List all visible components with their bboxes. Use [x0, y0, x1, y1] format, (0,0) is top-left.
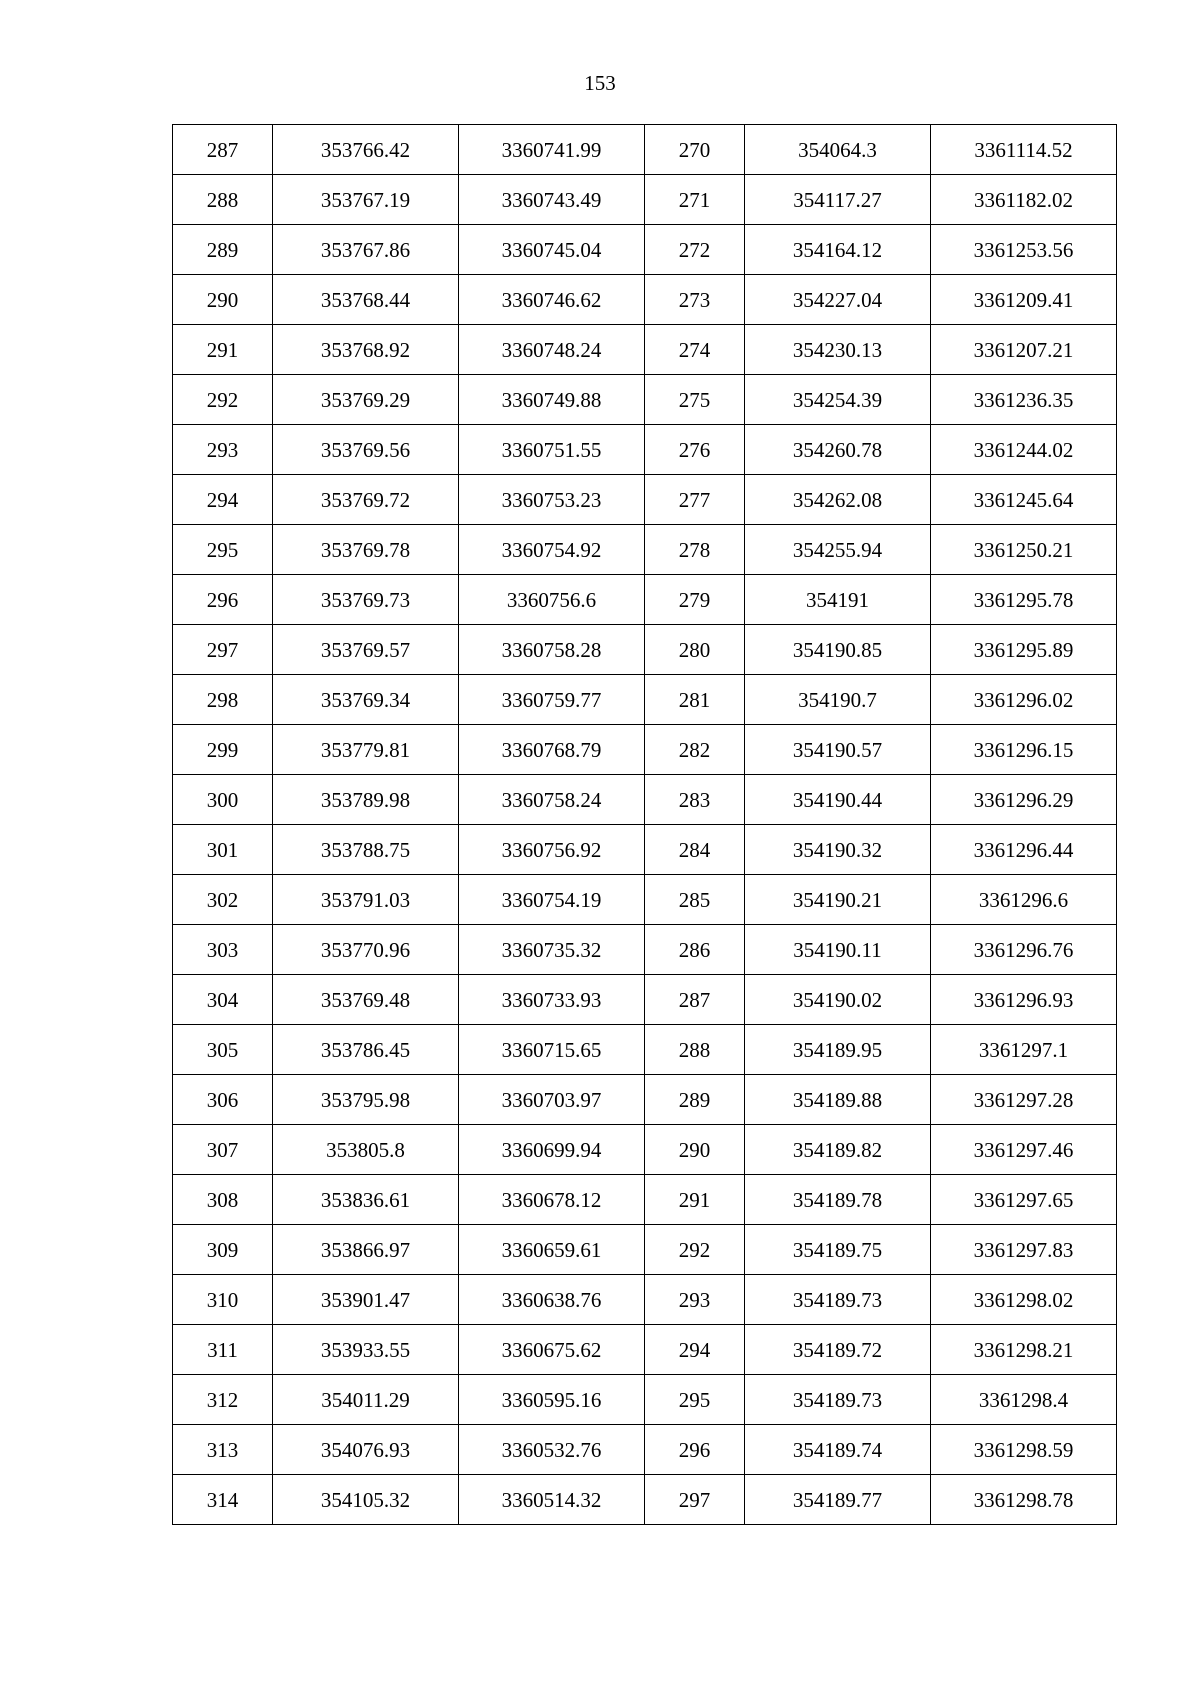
y-coord-left: 3360741.99 — [459, 125, 645, 175]
y-coord-left: 3360754.92 — [459, 525, 645, 575]
table-row — [173, 775, 1117, 825]
x-coord-right: 354189.73 — [745, 1275, 931, 1325]
x-coord-left: 353805.8 — [273, 1125, 459, 1175]
x-coord-right: 354191 — [745, 575, 931, 625]
y-coord-right: 3361207.21 — [931, 325, 1117, 375]
x-coord-right: 354227.04 — [745, 275, 931, 325]
table-row — [173, 1325, 1117, 1375]
y-coord-left: 3360743.49 — [459, 175, 645, 225]
y-coord-right: 3361297.46 — [931, 1125, 1117, 1175]
x-coord-right: 354189.72 — [745, 1325, 931, 1375]
y-coord-left: 3360748.24 — [459, 325, 645, 375]
page-number: 153 — [584, 71, 616, 95]
x-coord-right: 354189.88 — [745, 1075, 931, 1125]
y-coord-right: 3361244.02 — [931, 425, 1117, 475]
y-coord-left: 3360753.23 — [459, 475, 645, 525]
y-coord-right: 3361250.21 — [931, 525, 1117, 575]
x-coord-left: 353786.45 — [273, 1025, 459, 1075]
point-id-left: 302 — [173, 875, 273, 925]
table-row — [173, 1375, 1117, 1425]
x-coord-left: 353769.29 — [273, 375, 459, 425]
point-id-left: 299 — [173, 725, 273, 775]
table-row — [173, 275, 1117, 325]
y-coord-right: 3361296.93 — [931, 975, 1117, 1025]
y-coord-left: 3360699.94 — [459, 1125, 645, 1175]
x-coord-left: 354011.29 — [273, 1375, 459, 1425]
point-id-right: 295 — [645, 1375, 745, 1425]
y-coord-left: 3360675.62 — [459, 1325, 645, 1375]
y-coord-right: 3361182.02 — [931, 175, 1117, 225]
table-row — [173, 1225, 1117, 1275]
y-coord-right: 3361295.78 — [931, 575, 1117, 625]
point-id-left: 292 — [173, 375, 273, 425]
table-row — [173, 875, 1117, 925]
y-coord-left: 3360758.28 — [459, 625, 645, 675]
x-coord-right: 354189.75 — [745, 1225, 931, 1275]
y-coord-left: 3360733.93 — [459, 975, 645, 1025]
point-id-right: 280 — [645, 625, 745, 675]
x-coord-left: 353769.57 — [273, 625, 459, 675]
x-coord-right: 354254.39 — [745, 375, 931, 425]
point-id-right: 271 — [645, 175, 745, 225]
table-body — [173, 125, 1117, 1525]
y-coord-right: 3361298.59 — [931, 1425, 1117, 1475]
point-id-left: 298 — [173, 675, 273, 725]
y-coord-left: 3360768.79 — [459, 725, 645, 775]
x-coord-left: 353770.96 — [273, 925, 459, 975]
table-row — [173, 575, 1117, 625]
point-id-right: 273 — [645, 275, 745, 325]
y-coord-left: 3360659.61 — [459, 1225, 645, 1275]
point-id-right: 297 — [645, 1475, 745, 1525]
table-row — [173, 375, 1117, 425]
x-coord-left: 353769.73 — [273, 575, 459, 625]
y-coord-left: 3360703.97 — [459, 1075, 645, 1125]
point-id-right: 278 — [645, 525, 745, 575]
x-coord-right: 354255.94 — [745, 525, 931, 575]
point-id-left: 312 — [173, 1375, 273, 1425]
point-id-left: 293 — [173, 425, 273, 475]
x-coord-left: 353901.47 — [273, 1275, 459, 1325]
table-row — [173, 1075, 1117, 1125]
y-coord-left: 3360759.77 — [459, 675, 645, 725]
x-coord-right: 354230.13 — [745, 325, 931, 375]
x-coord-right: 354190.02 — [745, 975, 931, 1025]
y-coord-right: 3361245.64 — [931, 475, 1117, 525]
point-id-left: 288 — [173, 175, 273, 225]
point-id-left: 287 — [173, 125, 273, 175]
point-id-right: 272 — [645, 225, 745, 275]
y-coord-left: 3360735.32 — [459, 925, 645, 975]
table-row — [173, 625, 1117, 675]
x-coord-right: 354117.27 — [745, 175, 931, 225]
x-coord-right: 354189.78 — [745, 1175, 931, 1225]
x-coord-left: 353767.86 — [273, 225, 459, 275]
point-id-left: 301 — [173, 825, 273, 875]
point-id-right: 275 — [645, 375, 745, 425]
x-coord-right: 354189.95 — [745, 1025, 931, 1075]
x-coord-right: 354190.21 — [745, 875, 931, 925]
y-coord-left: 3360751.55 — [459, 425, 645, 475]
point-id-left: 313 — [173, 1425, 273, 1475]
point-id-right: 283 — [645, 775, 745, 825]
x-coord-right: 354190.57 — [745, 725, 931, 775]
point-id-right: 270 — [645, 125, 745, 175]
x-coord-right: 354189.77 — [745, 1475, 931, 1525]
point-id-right: 276 — [645, 425, 745, 475]
y-coord-left: 3360638.76 — [459, 1275, 645, 1325]
y-coord-left: 3360745.04 — [459, 225, 645, 275]
x-coord-left: 353791.03 — [273, 875, 459, 925]
table-row — [173, 1175, 1117, 1225]
table-row — [173, 975, 1117, 1025]
y-coord-right: 3361253.56 — [931, 225, 1117, 275]
point-id-left: 300 — [173, 775, 273, 825]
point-id-right: 288 — [645, 1025, 745, 1075]
y-coord-right: 3361209.41 — [931, 275, 1117, 325]
y-coord-left: 3360756.6 — [459, 575, 645, 625]
point-id-left: 290 — [173, 275, 273, 325]
x-coord-right: 354190.32 — [745, 825, 931, 875]
y-coord-left: 3360514.32 — [459, 1475, 645, 1525]
y-coord-right: 3361296.02 — [931, 675, 1117, 725]
x-coord-left: 353766.42 — [273, 125, 459, 175]
x-coord-right: 354190.11 — [745, 925, 931, 975]
table-row — [173, 1125, 1117, 1175]
y-coord-left: 3360532.76 — [459, 1425, 645, 1475]
point-id-left: 295 — [173, 525, 273, 575]
point-id-right: 282 — [645, 725, 745, 775]
point-id-left: 297 — [173, 625, 273, 675]
x-coord-left: 353795.98 — [273, 1075, 459, 1125]
point-id-right: 290 — [645, 1125, 745, 1175]
point-id-left: 305 — [173, 1025, 273, 1075]
y-coord-right: 3361114.52 — [931, 125, 1117, 175]
x-coord-left: 353767.19 — [273, 175, 459, 225]
y-coord-right: 3361296.6 — [931, 875, 1117, 925]
table-row — [173, 475, 1117, 525]
x-coord-left: 353836.61 — [273, 1175, 459, 1225]
x-coord-right: 354190.7 — [745, 675, 931, 725]
table-row — [173, 425, 1117, 475]
table-row — [173, 725, 1117, 775]
x-coord-left: 354105.32 — [273, 1475, 459, 1525]
point-id-right: 277 — [645, 475, 745, 525]
point-id-right: 286 — [645, 925, 745, 975]
point-id-left: 314 — [173, 1475, 273, 1525]
y-coord-right: 3361296.29 — [931, 775, 1117, 825]
x-coord-left: 353866.97 — [273, 1225, 459, 1275]
x-coord-left: 353769.72 — [273, 475, 459, 525]
point-id-right: 296 — [645, 1425, 745, 1475]
x-coord-left: 353768.92 — [273, 325, 459, 375]
y-coord-right: 3361297.65 — [931, 1175, 1117, 1225]
y-coord-left: 3360715.65 — [459, 1025, 645, 1075]
x-coord-left: 353933.55 — [273, 1325, 459, 1375]
table-row — [173, 825, 1117, 875]
point-id-right: 287 — [645, 975, 745, 1025]
y-coord-left: 3360678.12 — [459, 1175, 645, 1225]
point-id-right: 285 — [645, 875, 745, 925]
point-id-left: 306 — [173, 1075, 273, 1125]
point-id-right: 293 — [645, 1275, 745, 1325]
point-id-right: 274 — [645, 325, 745, 375]
x-coord-right: 354190.85 — [745, 625, 931, 675]
x-coord-right: 354260.78 — [745, 425, 931, 475]
table-row — [173, 525, 1117, 575]
table-row — [173, 925, 1117, 975]
point-id-left: 294 — [173, 475, 273, 525]
x-coord-left: 353779.81 — [273, 725, 459, 775]
y-coord-right: 3361298.78 — [931, 1475, 1117, 1525]
x-coord-left: 353788.75 — [273, 825, 459, 875]
x-coord-left: 353789.98 — [273, 775, 459, 825]
x-coord-right: 354189.73 — [745, 1375, 931, 1425]
x-coord-right: 354064.3 — [745, 125, 931, 175]
point-id-left: 296 — [173, 575, 273, 625]
point-id-left: 291 — [173, 325, 273, 375]
point-id-left: 289 — [173, 225, 273, 275]
point-id-right: 292 — [645, 1225, 745, 1275]
table-row — [173, 125, 1117, 175]
x-coord-right: 354164.12 — [745, 225, 931, 275]
point-id-right: 284 — [645, 825, 745, 875]
x-coord-right: 354262.08 — [745, 475, 931, 525]
point-id-left: 303 — [173, 925, 273, 975]
point-id-right: 294 — [645, 1325, 745, 1375]
point-id-right: 281 — [645, 675, 745, 725]
point-id-left: 309 — [173, 1225, 273, 1275]
table-row — [173, 1425, 1117, 1475]
table-row — [173, 1275, 1117, 1325]
point-id-left: 308 — [173, 1175, 273, 1225]
y-coord-right: 3361297.83 — [931, 1225, 1117, 1275]
x-coord-left: 353769.56 — [273, 425, 459, 475]
y-coord-left: 3360746.62 — [459, 275, 645, 325]
table-row — [173, 325, 1117, 375]
coordinate-table — [172, 124, 1117, 1525]
y-coord-left: 3360758.24 — [459, 775, 645, 825]
point-id-left: 304 — [173, 975, 273, 1025]
x-coord-left: 354076.93 — [273, 1425, 459, 1475]
point-id-left: 307 — [173, 1125, 273, 1175]
y-coord-right: 3361236.35 — [931, 375, 1117, 425]
y-coord-left: 3360754.19 — [459, 875, 645, 925]
y-coord-right: 3361298.02 — [931, 1275, 1117, 1325]
table-row — [173, 225, 1117, 275]
x-coord-left: 353768.44 — [273, 275, 459, 325]
point-id-left: 310 — [173, 1275, 273, 1325]
point-id-left: 311 — [173, 1325, 273, 1375]
y-coord-left: 3360749.88 — [459, 375, 645, 425]
table-row — [173, 1475, 1117, 1525]
point-id-right: 289 — [645, 1075, 745, 1125]
x-coord-right: 354189.82 — [745, 1125, 931, 1175]
x-coord-left: 353769.34 — [273, 675, 459, 725]
y-coord-right: 3361298.4 — [931, 1375, 1117, 1425]
y-coord-right: 3361296.15 — [931, 725, 1117, 775]
point-id-right: 279 — [645, 575, 745, 625]
y-coord-left: 3360595.16 — [459, 1375, 645, 1425]
y-coord-right: 3361297.28 — [931, 1075, 1117, 1125]
x-coord-left: 353769.78 — [273, 525, 459, 575]
point-id-right: 291 — [645, 1175, 745, 1225]
table-row — [173, 675, 1117, 725]
y-coord-right: 3361296.44 — [931, 825, 1117, 875]
y-coord-left: 3360756.92 — [459, 825, 645, 875]
x-coord-right: 354190.44 — [745, 775, 931, 825]
x-coord-right: 354189.74 — [745, 1425, 931, 1475]
y-coord-right: 3361297.1 — [931, 1025, 1117, 1075]
x-coord-left: 353769.48 — [273, 975, 459, 1025]
table-row — [173, 1025, 1117, 1075]
y-coord-right: 3361296.76 — [931, 925, 1117, 975]
y-coord-right: 3361295.89 — [931, 625, 1117, 675]
y-coord-right: 3361298.21 — [931, 1325, 1117, 1375]
table-row — [173, 175, 1117, 225]
